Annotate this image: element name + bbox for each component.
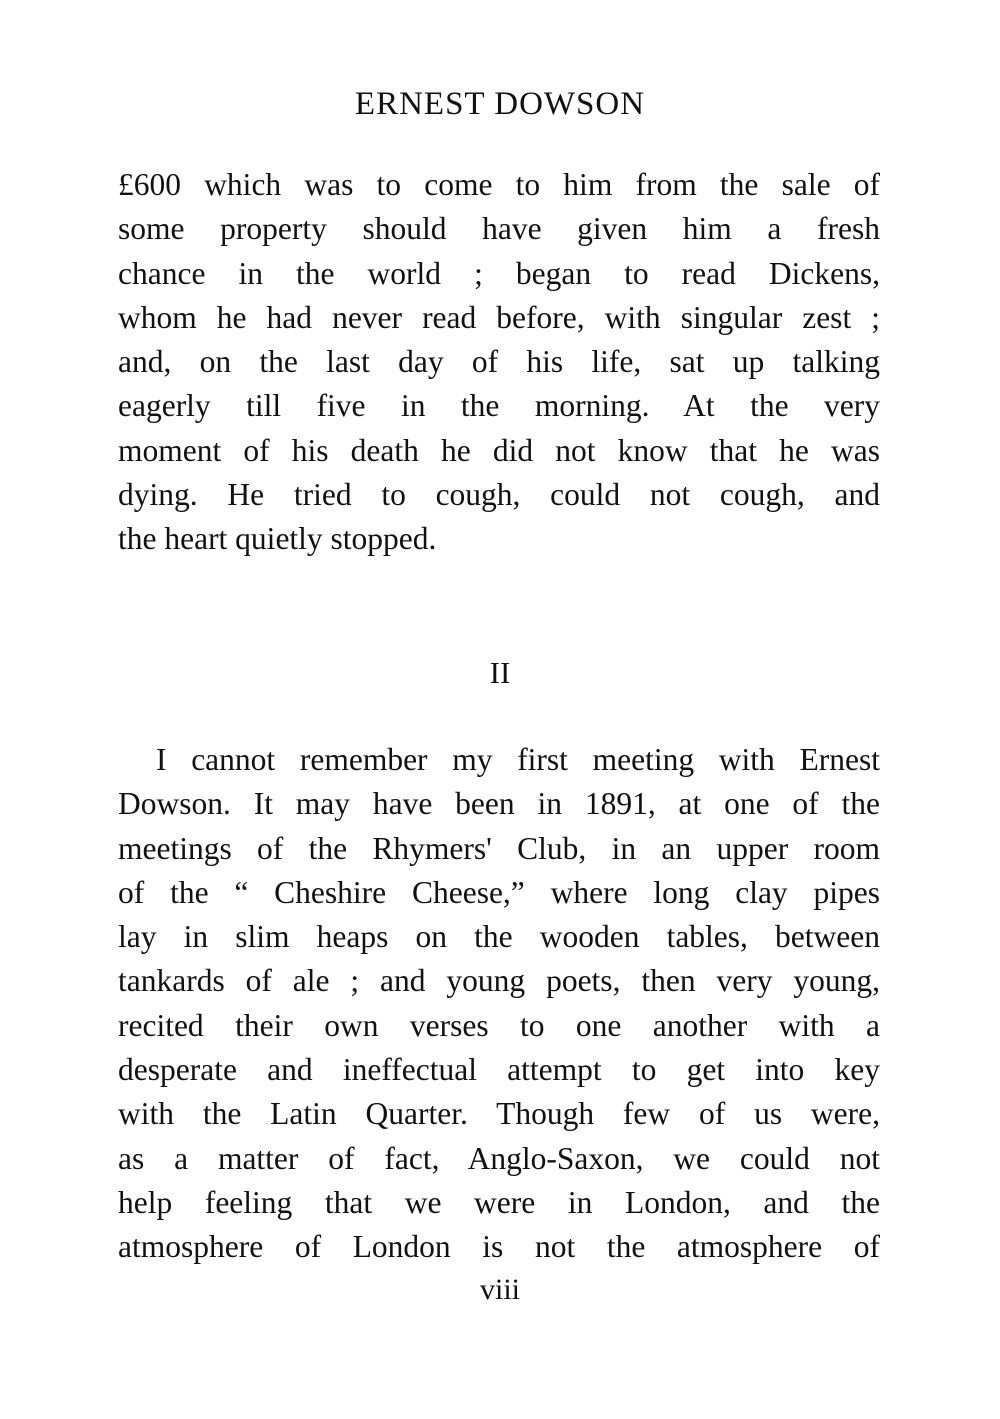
- text-line: atmosphere of London is not the atmosphere of: [118, 1229, 880, 1265]
- running-head: ERNEST DOWSON: [354, 86, 646, 122]
- text-line: £600 which was to come to him from the sale of: [118, 167, 880, 202]
- text-line: as a matter of fact, Anglo-Saxon, we could not: [118, 1140, 880, 1176]
- text-line: whom he had never read before, with singular zest ;: [118, 299, 880, 335]
- text-line: desperate and ineffectual attempt to get into key: [118, 1052, 880, 1088]
- text-line: moment of his death he did not know that he was: [118, 432, 880, 468]
- text-line: eagerly till five in the morning. At the very: [118, 388, 880, 424]
- paragraph-continued: [118, 163, 880, 562]
- text-line: and, on the last day of his life, sat up talking: [118, 344, 880, 380]
- text-line: I cannot remember my first meeting with Ernest: [156, 742, 880, 777]
- page-number: viii: [479, 1273, 520, 1306]
- paragraph-section-two: [118, 738, 880, 1270]
- text-line: dying. He tried to cough, could not cough, and: [118, 477, 880, 513]
- text-line: the heart quietly stopped.: [118, 521, 437, 557]
- text-line: Dowson. It may have been in 1891, at one of the: [118, 786, 880, 822]
- text-line: chance in the world ; began to read Dickens,: [118, 255, 880, 291]
- text-line: recited their own verses to one another with a: [118, 1007, 880, 1043]
- text-line: lay in slim heaps on the wooden tables, between: [118, 919, 880, 955]
- text-line: of the “ Cheshire Cheese,” where long clay pipes: [118, 874, 880, 910]
- text-line: meetings of the Rhymers' Club, in an upper room: [118, 830, 880, 866]
- text-line: tankards of ale ; and young poets, then very young,: [118, 963, 880, 999]
- section-number: II: [489, 655, 511, 690]
- text-line: help feeling that we were in London, and the: [118, 1184, 880, 1220]
- text-line: with the Latin Quarter. Though few of us were,: [118, 1096, 880, 1132]
- text-line: some property should have given him a fresh: [118, 211, 880, 247]
